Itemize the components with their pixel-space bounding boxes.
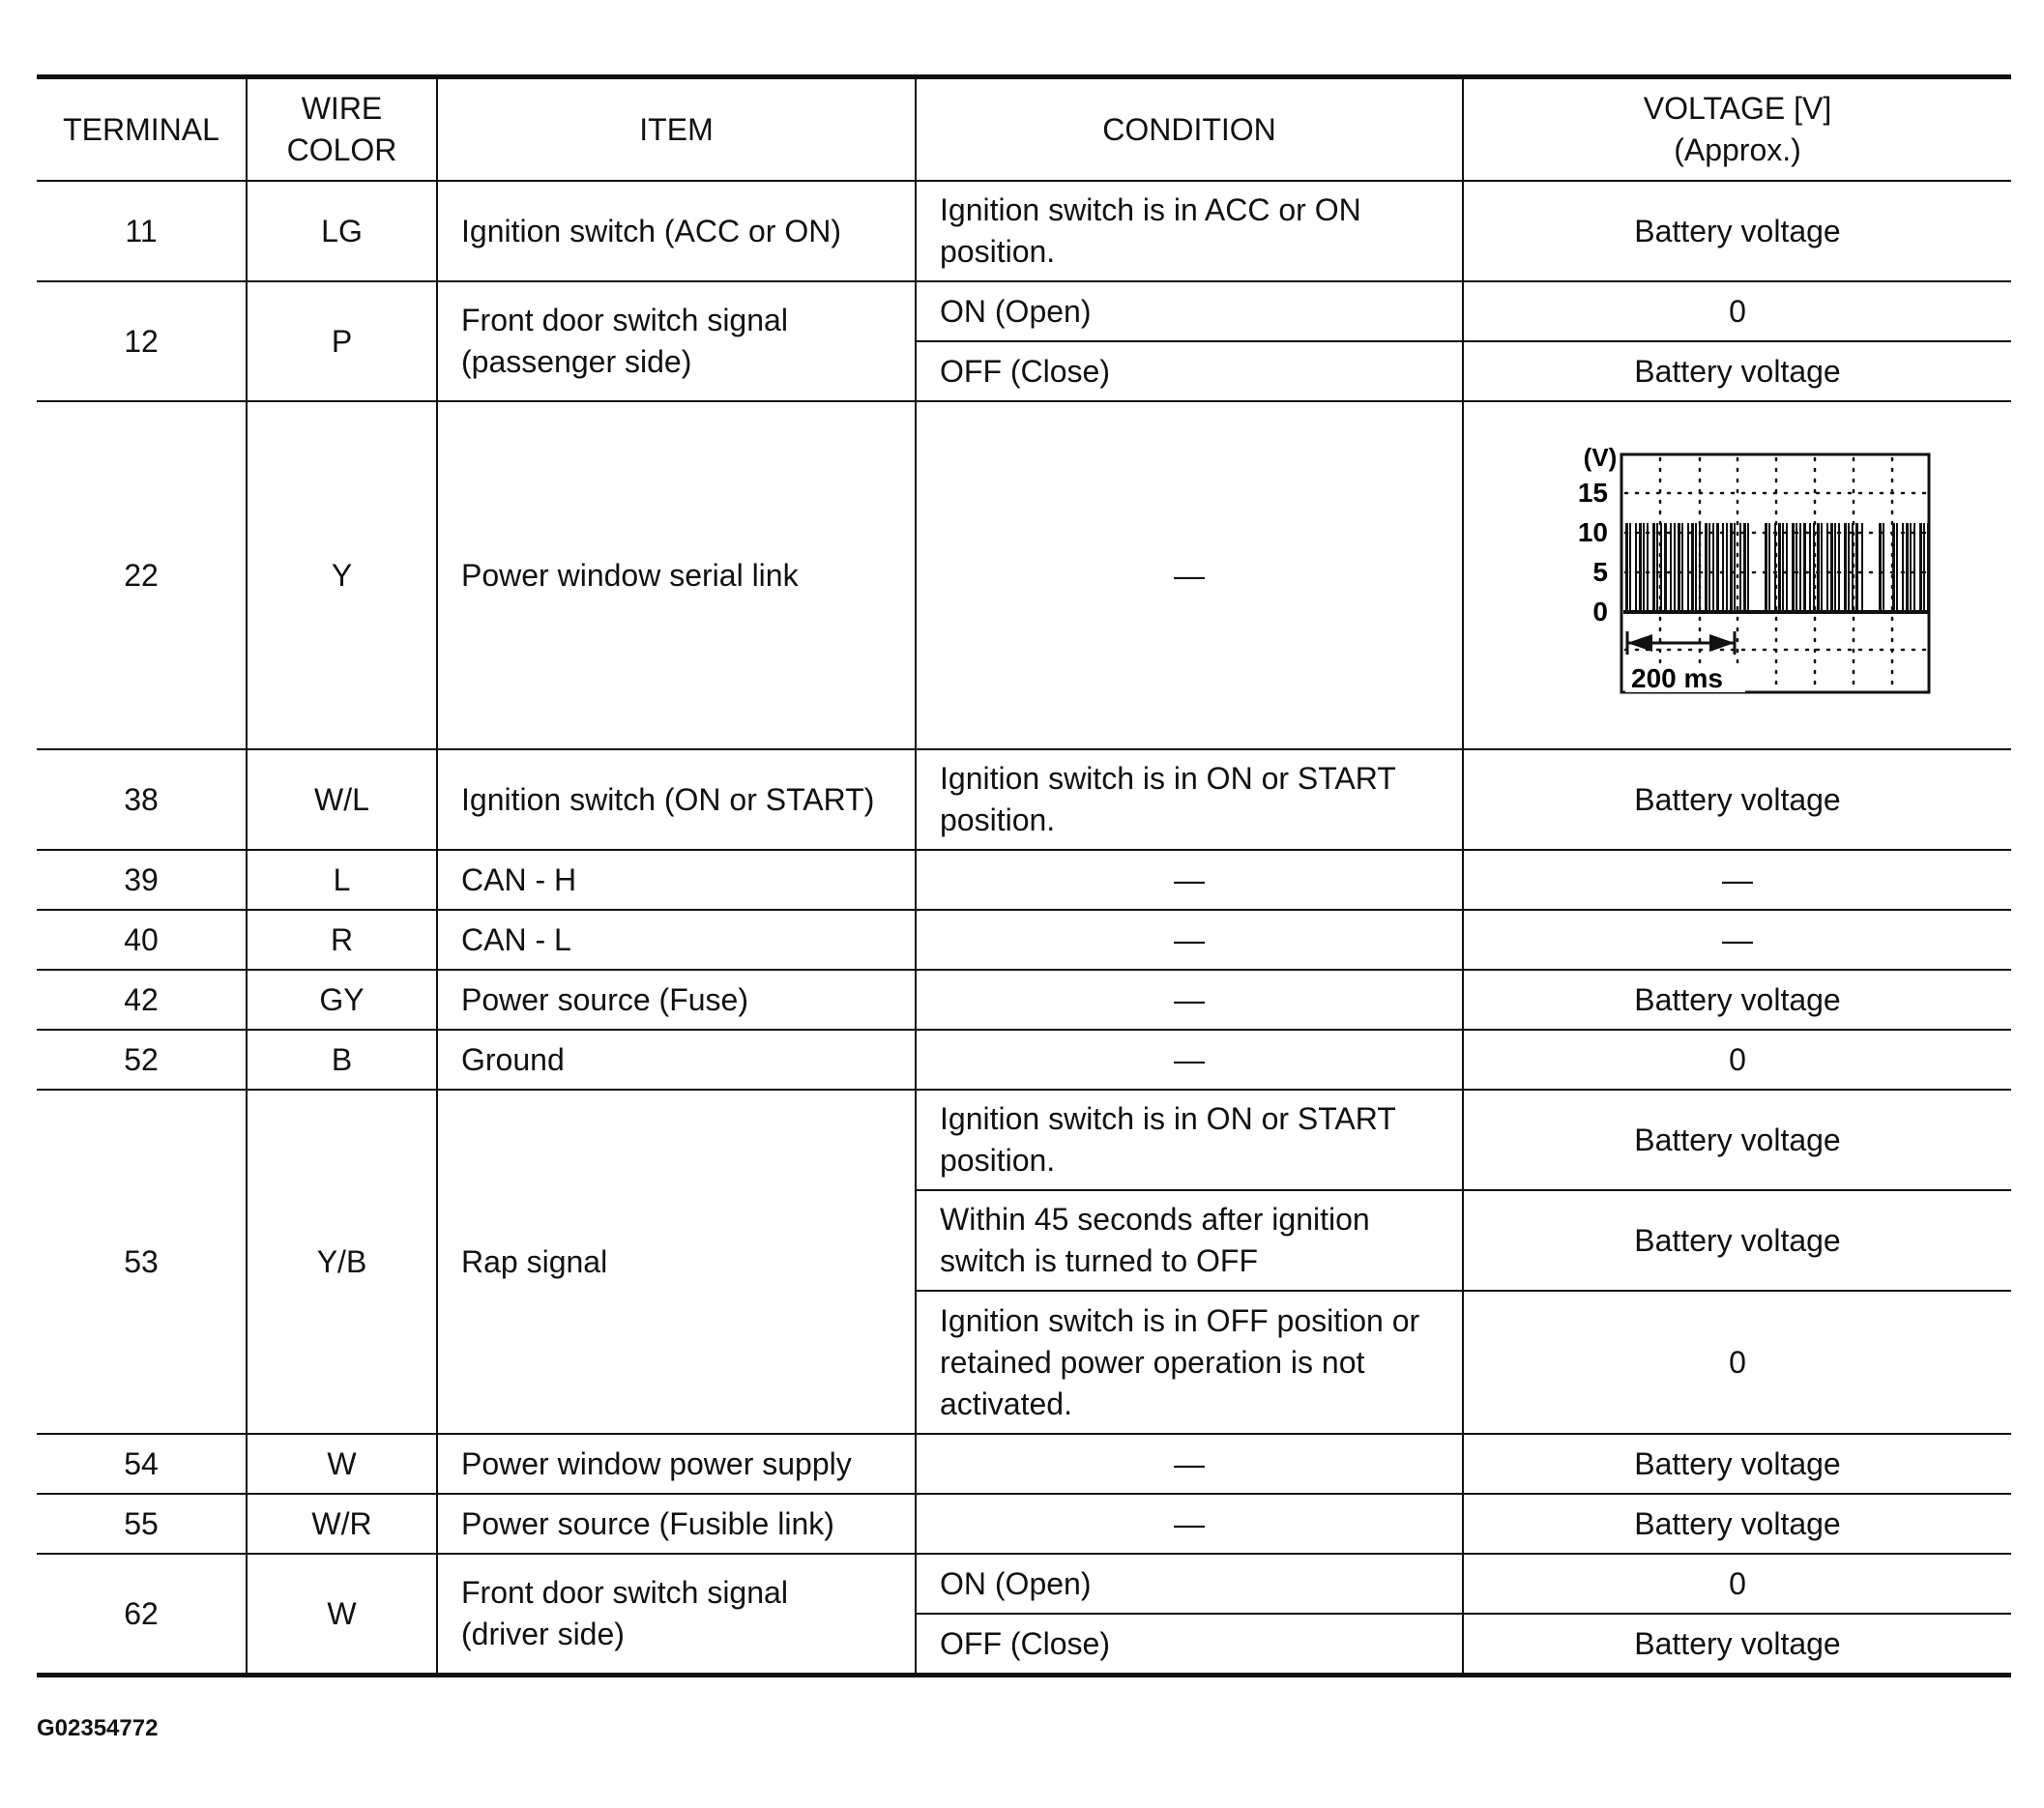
- waveform-pulse: [1919, 523, 1922, 612]
- waveform-pulse: [1768, 523, 1770, 612]
- waveform-pulse: [1639, 523, 1642, 612]
- voltage-cell: Battery voltage: [1463, 1434, 2011, 1494]
- condition-cell: —: [916, 970, 1463, 1030]
- voltage-cell: Battery voltage: [1463, 1614, 2011, 1676]
- waveform-pulse: [1726, 523, 1728, 612]
- item-cell: CAN - H: [437, 850, 916, 910]
- waveform-pulse: [1834, 523, 1836, 612]
- waveform-pulse: [1782, 523, 1784, 612]
- waveform-pulse: [1670, 523, 1672, 612]
- wire-color-cell: W/R: [247, 1494, 437, 1554]
- waveform-pulse: [1892, 523, 1895, 612]
- waveform-pulse: [1803, 523, 1806, 612]
- terminal-cell: 62: [37, 1554, 247, 1676]
- waveform-pulse: [1821, 523, 1823, 612]
- waveform-pulse: [1705, 523, 1708, 612]
- waveform-pulse: [1913, 523, 1915, 612]
- waveform-pulse: [1722, 523, 1724, 612]
- waveform-pulse: [1861, 523, 1863, 612]
- waveform-pulse: [1813, 523, 1815, 612]
- table-row: [37, 181, 2011, 281]
- waveform-pulse: [1643, 523, 1645, 612]
- voltage-cell: Battery voltage: [1463, 749, 2011, 850]
- terminal-cell: 12: [37, 281, 247, 401]
- waveform-pulse: [1830, 523, 1833, 612]
- item-cell: CAN - L: [437, 910, 916, 970]
- voltage-cell: 0: [1463, 1030, 2011, 1090]
- waveform-pulse: [1817, 523, 1820, 612]
- waveform-pulse: [1730, 523, 1733, 612]
- waveform-pulse: [1906, 523, 1909, 612]
- item-cell: Ignition switch (ON or START): [437, 749, 916, 850]
- waveform-pulse: [1687, 523, 1689, 612]
- table-row: [37, 749, 2011, 850]
- waveform-pulse: [1656, 523, 1658, 612]
- item-cell: Ground: [437, 1030, 916, 1090]
- wire-color-cell: W: [247, 1554, 437, 1676]
- voltage-cell: —: [1463, 850, 2011, 910]
- table-row: [37, 281, 2011, 341]
- wire-color-cell: B: [247, 1030, 437, 1090]
- waveform-pulse: [1708, 523, 1710, 612]
- header-item: ITEM: [437, 77, 916, 182]
- waveform-pulse: [1796, 523, 1797, 612]
- condition-cell: Ignition switch is in ON or START position.: [916, 749, 1463, 850]
- item-cell: Front door switch signal (passenger side): [437, 281, 916, 401]
- voltage-cell: Battery voltage: [1463, 1494, 2011, 1554]
- voltage-cell: Battery voltage: [1463, 1090, 2011, 1190]
- waveform-pulse: [1786, 523, 1788, 612]
- item-cell: Power source (Fusible link): [437, 1494, 916, 1554]
- waveform-pulse: [1855, 523, 1858, 612]
- header-wire-color: WIRE COLOR: [247, 77, 437, 182]
- waveform-pulse: [1848, 523, 1850, 612]
- time-span-arrow: [1627, 631, 1735, 655]
- terminal-cell: 55: [37, 1494, 247, 1554]
- waveform-pulse: [1678, 523, 1680, 612]
- waveform-pulse: [1629, 523, 1631, 612]
- wire-color-cell: L: [247, 850, 437, 910]
- waveform-pulse: [1838, 523, 1840, 612]
- waveform-pulse: [1695, 523, 1697, 612]
- voltage-cell: Battery voltage: [1463, 181, 2011, 281]
- table-row: [37, 1494, 2011, 1554]
- waveform-pulse: [1923, 523, 1925, 612]
- waveform-pulse: [1743, 523, 1746, 612]
- table-row: [37, 1434, 2011, 1494]
- condition-cell: —: [916, 850, 1463, 910]
- waveform-pulse: [1652, 523, 1655, 612]
- waveform-pulse: [1739, 523, 1741, 612]
- waveform-pulse: [1927, 523, 1929, 612]
- terminal-voltage-table: [37, 74, 2011, 1677]
- wire-color-cell: P: [247, 281, 437, 401]
- table-row: [37, 970, 2011, 1030]
- waveform-pulse: [1883, 523, 1884, 612]
- waveform-pulse: [1691, 523, 1694, 612]
- table-row: [37, 1554, 2011, 1614]
- item-cell: Ignition switch (ACC or ON): [437, 181, 916, 281]
- header-voltage: VOLTAGE [V] (Approx.): [1463, 77, 2011, 182]
- waveform-pulse: [1664, 523, 1667, 612]
- waveform-pulse: [1774, 523, 1776, 612]
- voltage-cell: —: [1463, 910, 2011, 970]
- waveform-pulse: [1660, 523, 1662, 612]
- wire-color-cell: R: [247, 910, 437, 970]
- item-cell: Power window power supply: [437, 1434, 916, 1494]
- waveform-pulse: [1699, 523, 1701, 612]
- wire-color-cell: Y/B: [247, 1090, 437, 1434]
- voltage-cell: 0: [1463, 281, 2011, 341]
- waveform-pulse: [1896, 523, 1898, 612]
- condition-cell: OFF (Close): [916, 341, 1463, 401]
- table-row: [37, 1030, 2011, 1090]
- item-cell: Front door switch signal (driver side): [437, 1554, 916, 1676]
- waveform-pulse: [1681, 523, 1683, 612]
- voltage-cell: 0: [1463, 1291, 2011, 1434]
- waveform-pulse: [1844, 523, 1847, 612]
- voltage-cell: Battery voltage: [1463, 1190, 2011, 1291]
- header-terminal: TERMINAL: [37, 77, 247, 182]
- waveform-pulse: [1792, 523, 1795, 612]
- waveform-pulse: [1734, 523, 1736, 612]
- condition-cell: OFF (Close): [916, 1614, 1463, 1676]
- wire-color-cell: LG: [247, 181, 437, 281]
- waveform-pulse: [1716, 523, 1719, 612]
- terminal-cell: 11: [37, 181, 247, 281]
- waveform-pulse: [1809, 523, 1811, 612]
- condition-cell: —: [916, 1434, 1463, 1494]
- wire-color-cell: GY: [247, 970, 437, 1030]
- waveform-pulse: [1826, 523, 1828, 612]
- waveform-pulse: [1765, 523, 1767, 612]
- table-row: [37, 1090, 2011, 1190]
- y-tick-label: 5: [1592, 557, 1608, 587]
- waveform-pulse: [1902, 523, 1904, 612]
- terminal-cell: 39: [37, 850, 247, 910]
- waveform-pulses: [1623, 523, 1929, 612]
- condition-cell: —: [916, 401, 1463, 749]
- waveform-pulse: [1647, 523, 1649, 612]
- y-tick-label: 10: [1577, 517, 1608, 547]
- condition-cell: —: [916, 910, 1463, 970]
- figure-code: G02354772: [37, 1715, 159, 1741]
- terminal-cell: 40: [37, 910, 247, 970]
- waveform-pulse: [1879, 523, 1882, 612]
- waveform-pulse: [1852, 523, 1854, 612]
- condition-cell: —: [916, 1030, 1463, 1090]
- wire-color-cell: Y: [247, 401, 437, 749]
- item-cell: Rap signal: [437, 1090, 916, 1434]
- waveform-pulse: [1799, 523, 1801, 612]
- terminal-cell: 53: [37, 1090, 247, 1434]
- condition-cell: ON (Open): [916, 1554, 1463, 1614]
- waveform-pulse: [1712, 523, 1714, 612]
- terminal-cell: 52: [37, 1030, 247, 1090]
- terminal-cell: 22: [37, 401, 247, 749]
- header-row: [37, 77, 2011, 182]
- condition-cell: —: [916, 1494, 1463, 1554]
- waveform-pulse: [1674, 523, 1676, 612]
- wire-color-cell: W: [247, 1434, 437, 1494]
- header-condition: CONDITION: [916, 77, 1463, 182]
- voltage-cell: [1463, 401, 2011, 749]
- condition-cell: Ignition switch is in ACC or ON position.: [916, 181, 1463, 281]
- terminal-cell: 54: [37, 1434, 247, 1494]
- voltage-cell: Battery voltage: [1463, 970, 2011, 1030]
- waveform-pulse: [1625, 523, 1628, 612]
- y-tick-label: 15: [1577, 478, 1608, 508]
- waveform-pulse: [1778, 523, 1781, 612]
- condition-cell: Ignition switch is in ON or START position.: [916, 1090, 1463, 1190]
- item-cell: Power source (Fuse): [437, 970, 916, 1030]
- table-row: [37, 401, 2011, 749]
- waveform-pulse: [1747, 523, 1749, 612]
- terminal-cell: 38: [37, 749, 247, 850]
- condition-cell: Within 45 seconds after ignition switch is turned to OFF: [916, 1190, 1463, 1291]
- voltage-cell: 0: [1463, 1554, 2011, 1614]
- condition-cell: ON (Open): [916, 281, 1463, 341]
- table-row: [37, 850, 2011, 910]
- time-span-label: 200 ms: [1631, 663, 1723, 693]
- terminal-cell: 42: [37, 970, 247, 1030]
- item-cell: Power window serial link: [437, 401, 916, 749]
- waveform-unit-label: (V): [1583, 445, 1618, 472]
- table-row: [37, 910, 2011, 970]
- wire-color-cell: W/L: [247, 749, 437, 850]
- y-tick-label: 0: [1592, 597, 1608, 627]
- waveform-pulse: [1635, 523, 1637, 612]
- condition-cell: Ignition switch is in OFF position or retained power operation is not activated.: [916, 1291, 1463, 1434]
- voltage-cell: Battery voltage: [1463, 341, 2011, 401]
- waveform-pulse: [1910, 523, 1912, 612]
- serial-link-waveform: [1544, 445, 1931, 706]
